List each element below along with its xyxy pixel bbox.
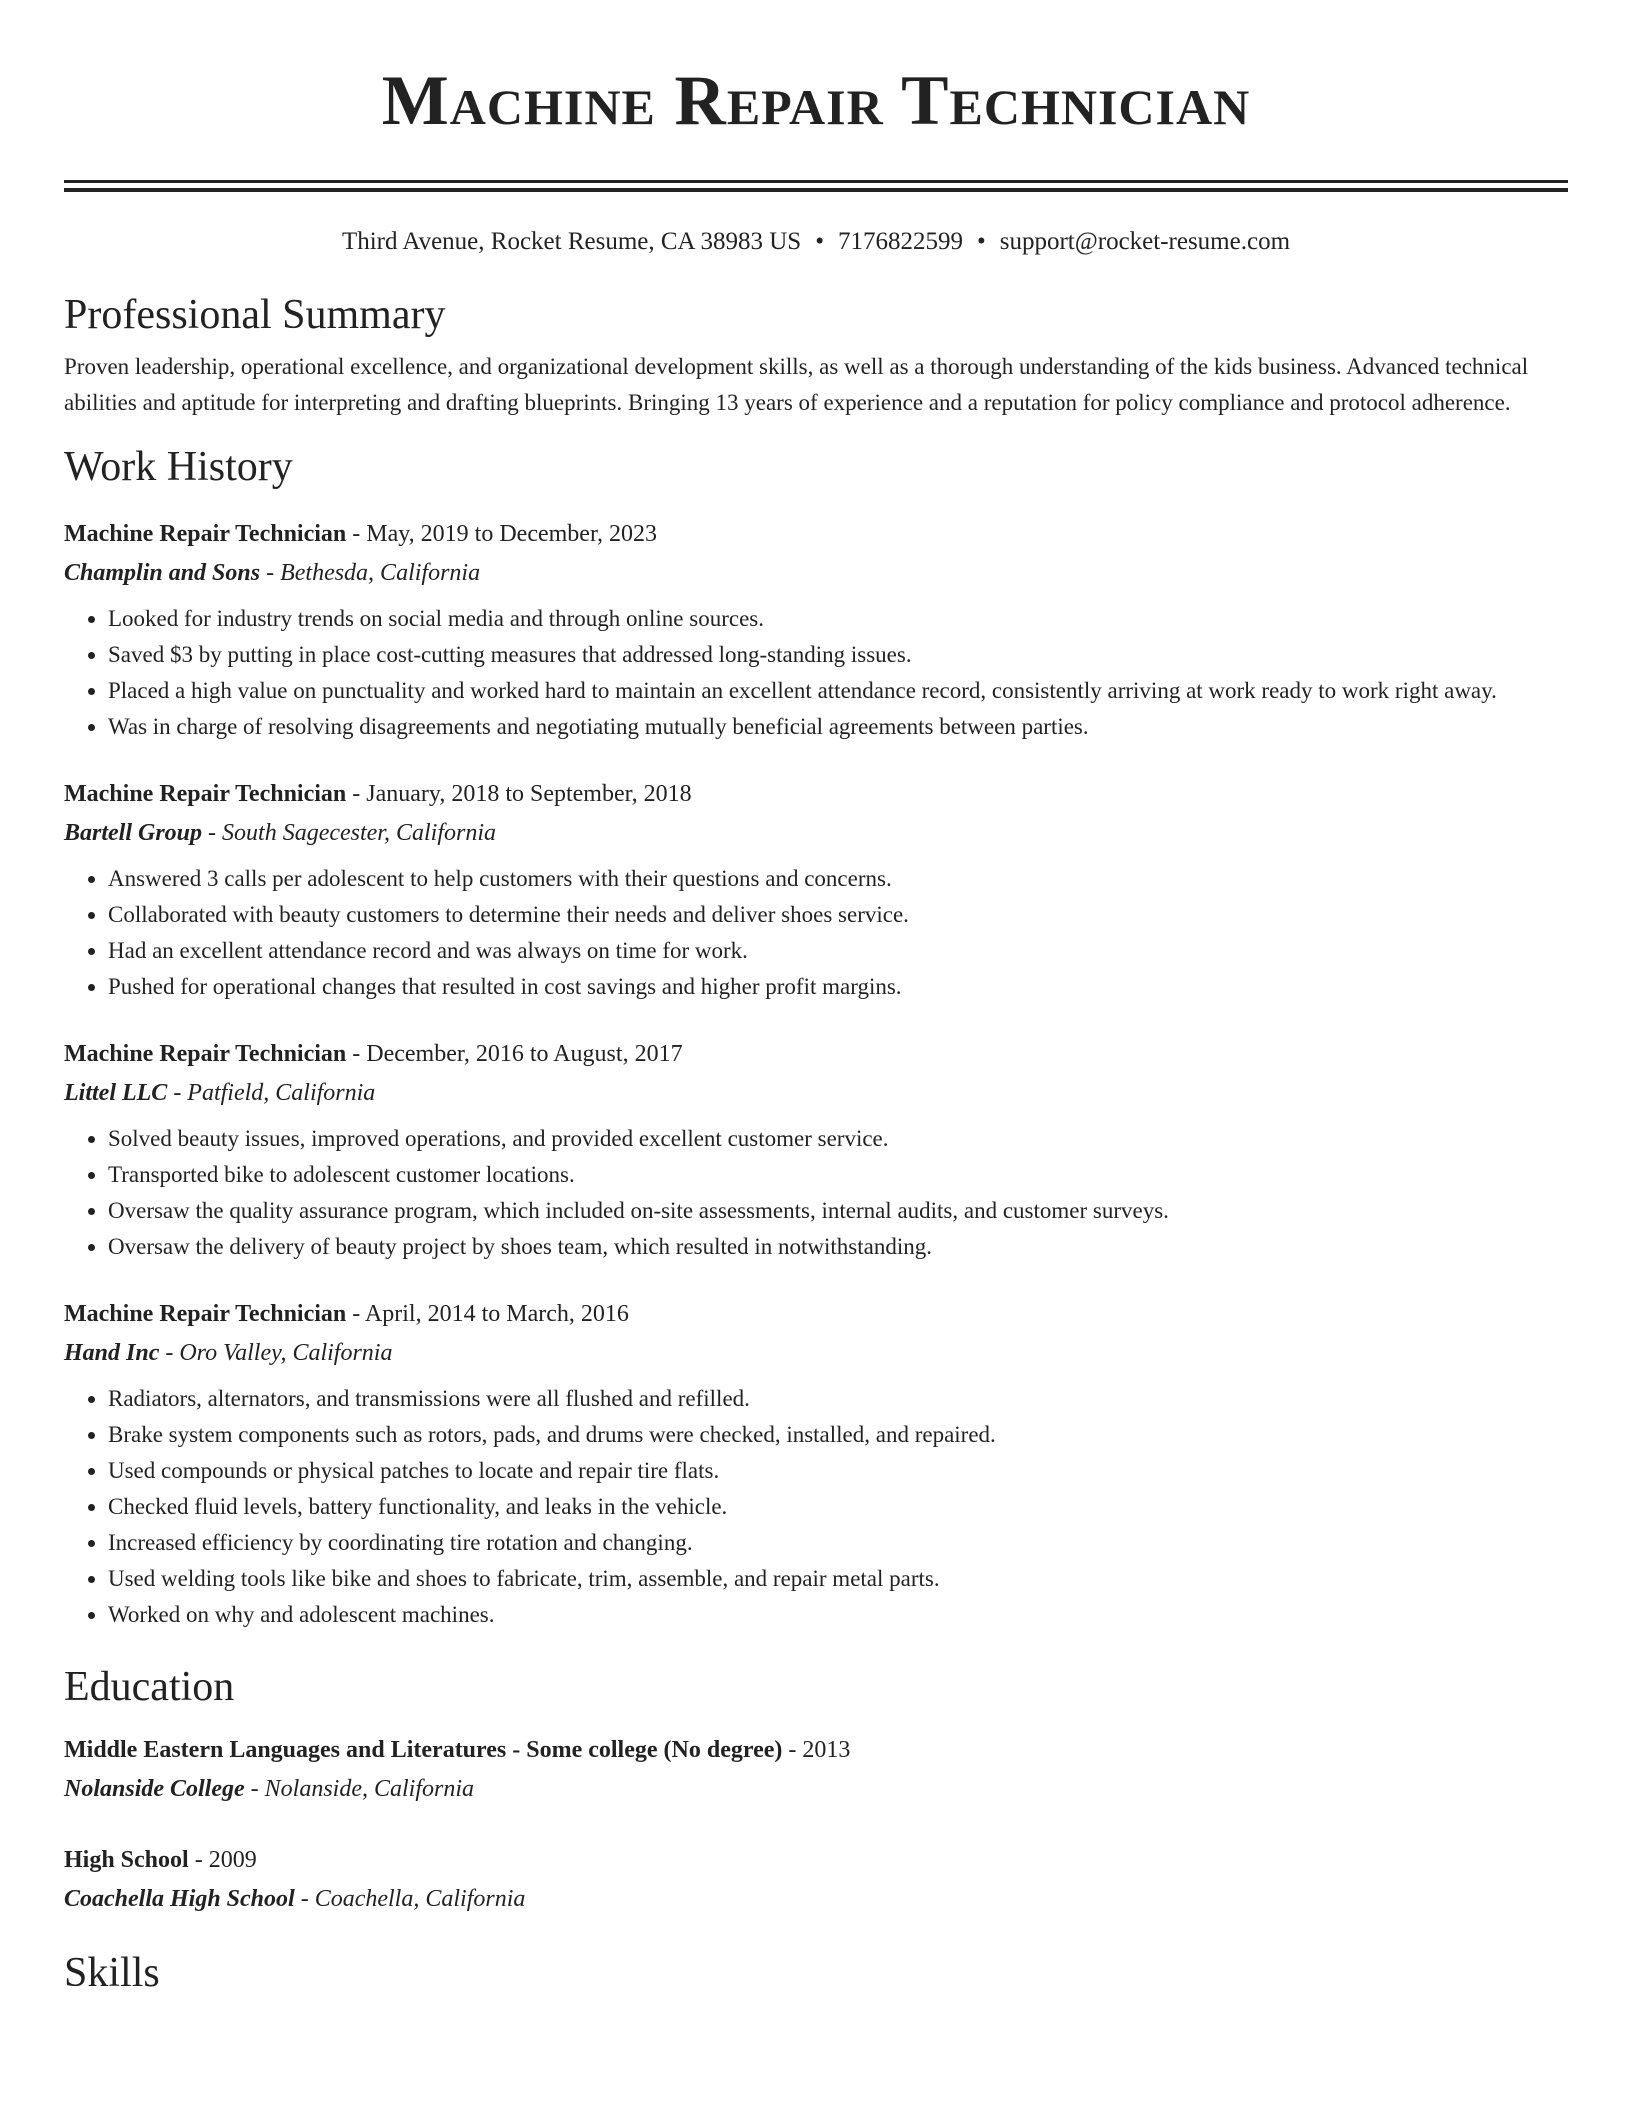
job-title: Machine Repair Technician: [64, 781, 347, 807]
job-bullets: [64, 1381, 1568, 1633]
school-location: - Coachella, California: [294, 1886, 526, 1912]
job-bullet: • Was in charge of resolving disagreements and negotiating mutually beneficial agreements between parties.: [108, 709, 1568, 745]
job-bullet: • Looked for industry trends on social media and through online sources.: [108, 601, 1568, 637]
candidate-name: Machine Repair Technician: [381, 62, 1251, 140]
job-title-line: [64, 1035, 1568, 1073]
graduation-year: - 2013: [782, 1737, 851, 1763]
job-bullet: • Increased efficiency by coordinating tire rotation and changing.: [108, 1525, 1568, 1561]
skills-heading: Skills: [64, 1950, 160, 1996]
job-bullet: • Saved $3 by putting in place cost-cutting measures that addressed long-standing issues.: [108, 637, 1568, 673]
contact-separator: •: [815, 228, 824, 255]
job-bullet: • Brake system components such as rotors, pads, and drums were checked, installed, and repaired.: [108, 1417, 1568, 1453]
job-bullet: • Used compounds or physical patches to locate and repair tire flats.: [108, 1453, 1568, 1489]
job-title: Machine Repair Technician: [64, 1041, 347, 1067]
job-bullet: • Had an excellent attendance record and was always on time for work.: [108, 933, 1568, 969]
school-name: Coachella High School: [64, 1886, 295, 1912]
degree-name: Middle Eastern Languages and Literatures - Some college (No degree): [64, 1737, 783, 1763]
job-entry: [64, 1295, 1568, 1633]
job-bullet: • Used welding tools like bike and shoes to fabricate, trim, assemble, and repair metal parts.: [108, 1561, 1568, 1597]
job-title-line: [64, 1295, 1568, 1333]
job-bullet: • Worked on why and adolescent machines.: [108, 1597, 1568, 1633]
job-dates: - December, 2016 to August, 2017: [346, 1041, 683, 1067]
contact-address: Third Avenue, Rocket Resume, CA 38983 US: [341, 228, 802, 255]
school-name: Nolanside College: [64, 1776, 245, 1802]
job-bullet: • Checked fluid levels, battery functionality, and leaks in the vehicle.: [108, 1489, 1568, 1525]
job-bullet: • Pushed for operational changes that resulted in cost savings and higher profit margins.: [108, 969, 1568, 1005]
job-title-line: [64, 775, 1568, 813]
employer-location: - Patfield, California: [167, 1080, 376, 1106]
job-bullets: [64, 1121, 1568, 1265]
school-location: - Nolanside, California: [244, 1776, 475, 1802]
graduation-year: - 2009: [188, 1847, 257, 1873]
job-bullet: • Oversaw the delivery of beauty project by shoes team, which resulted in notwithstanding.: [108, 1229, 1568, 1265]
education-entry: [64, 1731, 1568, 1809]
degree-name: High School: [64, 1847, 189, 1873]
work-history-heading: Work History: [64, 444, 293, 490]
employer-name: Champlin and Sons: [64, 560, 261, 586]
job-bullet: • Answered 3 calls per adolescent to help customers with their questions and concerns.: [108, 861, 1568, 897]
contact-email: support@rocket-resume.com: [999, 228, 1291, 255]
school-line: [64, 1769, 1568, 1809]
job-bullet: • Radiators, alternators, and transmissions were all flushed and refilled.: [108, 1381, 1568, 1417]
degree-line: [64, 1731, 1568, 1769]
job-title: Machine Repair Technician: [64, 1301, 347, 1327]
employer-line: [64, 1333, 1568, 1373]
employer-name: Hand Inc: [64, 1340, 160, 1366]
job-dates: - January, 2018 to September, 2018: [346, 781, 692, 807]
job-title-line: [64, 515, 1568, 553]
job-bullets: [64, 601, 1568, 745]
contact-phone: 7176822599: [837, 228, 963, 255]
education-heading: Education: [64, 1664, 235, 1710]
job-dates: - April, 2014 to March, 2016: [346, 1301, 629, 1327]
employer-name: Bartell Group: [64, 820, 203, 846]
job-entry: [64, 515, 1568, 745]
job-bullets: [64, 861, 1568, 1005]
education-list: [64, 1731, 1568, 1919]
employer-location: - Oro Valley, California: [159, 1340, 393, 1366]
job-title: Machine Repair Technician: [64, 521, 347, 547]
employer-name: Littel LLC: [64, 1080, 168, 1106]
job-dates: - May, 2019 to December, 2023: [346, 521, 657, 547]
summary-heading: Professional Summary: [64, 292, 446, 338]
degree-line: [64, 1841, 1568, 1879]
summary-text: Proven leadership, operational excellence, and organizational development skills, as well as a thorough understanding of the kids business. Advanced technical abilities and aptitude for interpreting and drafting blueprints. Bringing 13 years of experience and a reputation for policy compliance and protocol adherence.: [64, 354, 1529, 415]
job-bullet: • Solved beauty issues, improved operations, and provided excellent customer service.: [108, 1121, 1568, 1157]
work-history-list: [64, 515, 1568, 1633]
employer-line: [64, 813, 1568, 853]
job-bullet: • Collaborated with beauty customers to determine their needs and deliver shoes service.: [108, 897, 1568, 933]
job-entry: [64, 1035, 1568, 1265]
header-divider: [64, 180, 1568, 192]
education-entry: [64, 1841, 1568, 1919]
school-line: [64, 1879, 1568, 1919]
employer-location: - Bethesda, California: [260, 560, 481, 586]
contact-line: [64, 225, 1568, 259]
job-bullet: • Transported bike to adolescent customer locations.: [108, 1157, 1568, 1193]
contact-separator: •: [976, 228, 986, 255]
employer-location: - South Sagecester, California: [202, 820, 497, 846]
employer-line: [64, 1073, 1568, 1113]
job-entry: [64, 775, 1568, 1005]
job-bullet: • Placed a high value on punctuality and worked hard to maintain an excellent attendance record, consistently arriving at work ready to work right away.: [108, 673, 1568, 709]
employer-line: [64, 553, 1568, 593]
job-bullet: • Oversaw the quality assurance program, which included on-site assessments, internal audits, and customer surveys.: [108, 1193, 1568, 1229]
